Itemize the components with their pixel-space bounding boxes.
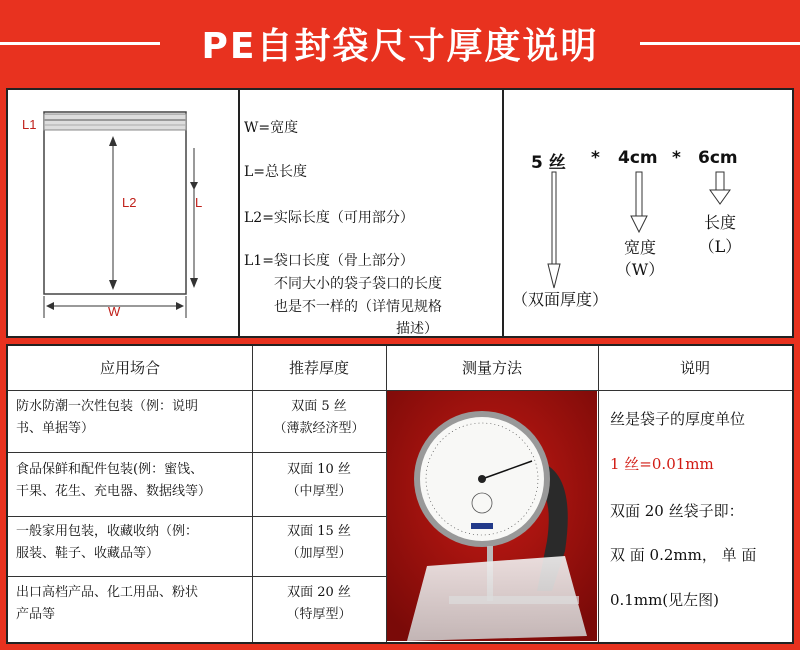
row-line (8, 576, 386, 577)
header-application: 应用场合 (99, 359, 160, 377)
header-thickness: 推荐厚度 (288, 359, 349, 377)
table-row-1-application: 防水防潮一次性包装（例：说明 书、单据等） (16, 399, 199, 436)
width-code: （W） (615, 260, 665, 279)
note-double-single: 双 面 0.2mm， 单 面 (610, 546, 757, 564)
page-title: PE自封袋尺寸厚度说明 (190, 26, 611, 67)
table-row-4-thickness: 双面 20 丝 （特厚型） (286, 585, 352, 622)
def-l: L=总长度 (244, 164, 308, 180)
table-row-1-thickness: 双面 5 丝 （薄款经济型） (273, 399, 365, 436)
label-l1: L1 (22, 117, 37, 132)
def-note-line-1: 不同大小的袋子袋口的长度 (274, 276, 442, 292)
def-note-line-3: 描述） (396, 321, 438, 337)
length-label: 长度 (703, 213, 736, 232)
table-row-4-application: 出口高档产品、化工用品、粉状 产品等 (16, 585, 199, 622)
col-line (598, 346, 599, 642)
length-code: （L） (698, 237, 742, 256)
header-notes: 说明 (679, 359, 710, 377)
def-l1: L1=袋口长度（骨上部分） (244, 253, 414, 269)
thickness-table (6, 344, 794, 644)
label-l2: L2 (122, 195, 137, 210)
header-method: 测量方法 (461, 359, 522, 377)
panel-divider-1 (238, 90, 240, 336)
width-label: 宽度 (623, 238, 656, 257)
note-single-face: 0.1mm(见左图) (610, 591, 720, 609)
bag-diagram (8, 90, 238, 336)
formula-thickness: 5 丝 (531, 153, 566, 173)
size-diagram-panel (6, 88, 794, 338)
def-l2: L2=实际长度（可用部分） (244, 210, 414, 226)
formula-width: 4cm (618, 148, 658, 168)
note-example: 双面 20 丝袋子即： (610, 502, 744, 520)
row-line (8, 516, 386, 517)
thickness-gauge-photo (387, 391, 597, 641)
formula-times-1: * (591, 148, 600, 168)
row-line (8, 452, 386, 453)
table-row-2-application: 食品保鲜和配件包装(例：蜜饯、 干果、花生、充电器、数据线等） (16, 462, 212, 499)
label-w: W (108, 304, 121, 319)
label-l: L (195, 195, 203, 210)
formula-length: 6cm (698, 148, 738, 168)
thickness-label: （双面厚度） (512, 290, 609, 309)
table-row-3-application: 一般家用包装，收藏收纳（例： 服装、鞋子、收藏品等） (16, 524, 199, 561)
title-bar (0, 0, 800, 86)
table-row-2-thickness: 双面 10 丝 （中厚型） (286, 462, 352, 499)
formula-times-2: * (672, 148, 681, 168)
def-w: W=宽度 (244, 120, 299, 136)
note-conversion: 1 丝=0.01mm (610, 455, 714, 473)
def-note-line-2: 也是不一样的（详情见规格 (274, 299, 442, 315)
table-row-3-thickness: 双面 15 丝 （加厚型） (286, 524, 352, 561)
note-unit: 丝是袋子的厚度单位 (610, 410, 746, 428)
